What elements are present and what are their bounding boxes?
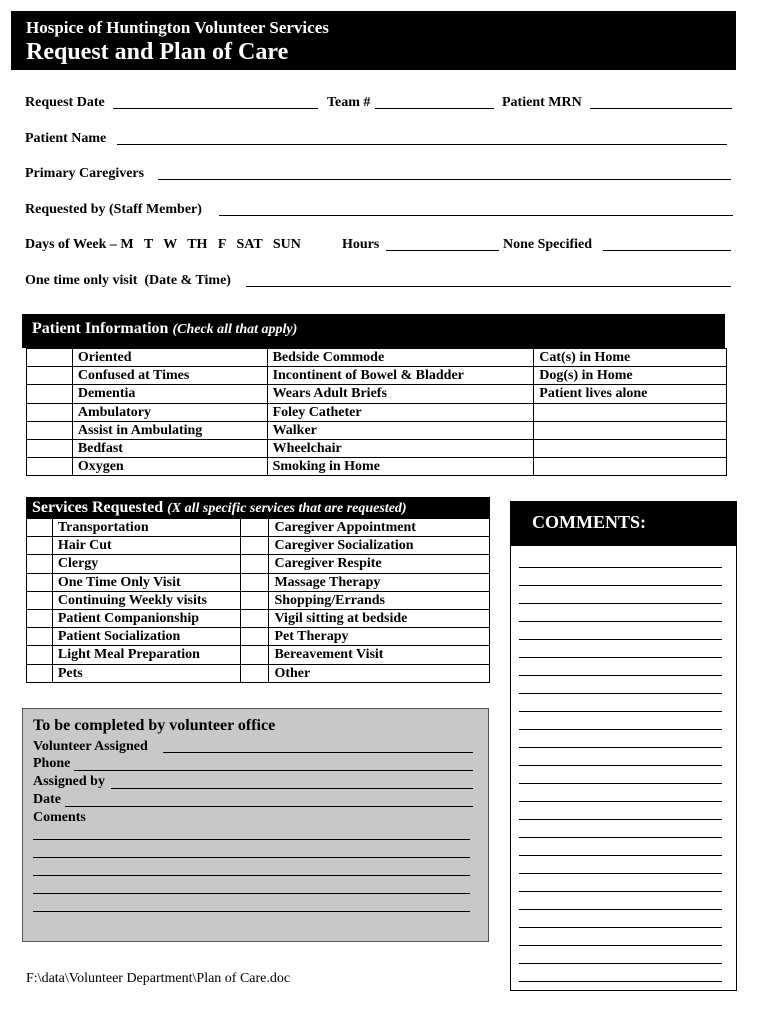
condition-label: Wears Adult Briefs — [267, 385, 534, 403]
patient-info-row — [27, 458, 727, 476]
coments-line-1[interactable] — [33, 839, 470, 840]
patient-mrn-field[interactable] — [590, 108, 732, 109]
service-label: One Time Only Visit — [52, 573, 240, 591]
patient-info-table — [26, 348, 727, 476]
service-label: Clergy — [52, 555, 240, 573]
requested-by-field[interactable] — [219, 215, 733, 216]
comment-line[interactable] — [519, 891, 722, 892]
service-row — [27, 555, 490, 573]
comment-line[interactable] — [519, 729, 722, 730]
coments-line-4[interactable] — [33, 893, 470, 894]
service-row — [27, 664, 490, 682]
services-subtitle: (X all specific services that are requested) — [167, 501, 407, 516]
assigned-by-field[interactable] — [111, 788, 473, 789]
comment-line[interactable] — [519, 945, 722, 946]
checkbox-cell[interactable] — [27, 367, 73, 385]
organization-name: Hospice of Huntington Volunteer Services — [26, 18, 329, 37]
service-label: Pets — [52, 664, 240, 682]
service-label: Patient Companionship — [52, 609, 240, 627]
comment-line[interactable] — [519, 585, 722, 586]
patient-info-row — [27, 403, 727, 421]
date-label: Date — [33, 792, 61, 807]
hours-label: Hours — [342, 237, 380, 252]
none-specified-label: None Specified — [503, 237, 593, 252]
service-label: Pet Therapy — [269, 628, 490, 646]
condition-label — [534, 458, 727, 476]
one-time-visit-label: One time only visit (Date & Time) — [25, 273, 231, 288]
condition-label: Confused at Times — [72, 367, 267, 385]
service-checkbox-cell[interactable] — [240, 609, 269, 627]
comment-line[interactable] — [519, 837, 722, 838]
days-of-week-label: Days of Week – M T W TH F SAT SUN — [25, 237, 301, 252]
checkbox-cell[interactable] — [27, 385, 73, 403]
service-row — [27, 573, 490, 591]
patient-info-header — [22, 314, 725, 348]
patient-info-row — [27, 439, 727, 457]
service-label: Shopping/Errands — [269, 591, 490, 609]
service-checkbox-cell[interactable] — [27, 519, 53, 537]
condition-label: Foley Catheter — [267, 403, 534, 421]
coments-line-3[interactable] — [33, 875, 470, 876]
team-label: Team # — [327, 95, 371, 110]
checkbox-cell[interactable] — [27, 421, 73, 439]
condition-label — [534, 421, 727, 439]
checkbox-cell[interactable] — [27, 439, 73, 457]
condition-label: Dementia — [72, 385, 267, 403]
service-checkbox-cell[interactable] — [240, 555, 269, 573]
service-checkbox-cell[interactable] — [27, 628, 53, 646]
service-row — [27, 519, 490, 537]
service-checkbox-cell[interactable] — [27, 573, 53, 591]
service-label: Continuing Weekly visits — [52, 591, 240, 609]
service-label: Caregiver Appointment — [269, 519, 490, 537]
comment-line[interactable] — [519, 567, 722, 568]
service-row — [27, 537, 490, 555]
patient-name-label: Patient Name — [25, 131, 107, 146]
patient-info-row — [27, 421, 727, 439]
service-row — [27, 628, 490, 646]
condition-label: Bedside Commode — [267, 349, 534, 367]
phone-label: Phone — [33, 756, 71, 771]
form-header — [11, 11, 736, 70]
checkbox-cell[interactable] — [27, 403, 73, 421]
condition-label: Wheelchair — [267, 439, 534, 457]
service-label: Transportation — [52, 519, 240, 537]
patient-info-subtitle: (Check all that apply) — [172, 322, 298, 337]
service-label: Bereavement Visit — [269, 646, 490, 664]
condition-label: Patient lives alone — [534, 385, 727, 403]
comments-title: COMMENTS: — [532, 512, 646, 532]
primary-caregivers-label: Primary Caregivers — [25, 166, 145, 181]
service-checkbox-cell[interactable] — [240, 628, 269, 646]
patient-info-row — [27, 349, 727, 367]
condition-label: Oxygen — [72, 458, 267, 476]
form-title: Request and Plan of Care — [26, 39, 289, 65]
condition-label: Smoking in Home — [267, 458, 534, 476]
service-checkbox-cell[interactable] — [240, 573, 269, 591]
comments-box — [510, 501, 737, 991]
comment-line[interactable] — [519, 657, 722, 658]
requested-by-label: Requested by (Staff Member) — [25, 202, 202, 217]
service-label: Patient Socialization — [52, 628, 240, 646]
comment-line[interactable] — [519, 873, 722, 874]
none-specified-field[interactable] — [603, 250, 731, 251]
services-header — [26, 497, 490, 518]
comment-line[interactable] — [519, 783, 722, 784]
services-table — [26, 518, 490, 683]
service-checkbox-cell[interactable] — [27, 555, 53, 573]
service-checkbox-cell[interactable] — [27, 664, 53, 682]
file-path-footer: F:\data\Volunteer Department\Plan of Care.doc — [26, 971, 291, 986]
service-checkbox-cell[interactable] — [27, 591, 53, 609]
comment-line[interactable] — [519, 621, 722, 622]
assigned-by-label: Assigned by — [33, 774, 105, 789]
service-checkbox-cell[interactable] — [27, 646, 53, 664]
checkbox-cell[interactable] — [27, 458, 73, 476]
service-checkbox-cell[interactable] — [240, 646, 269, 664]
comment-line[interactable] — [519, 693, 722, 694]
condition-label: Incontinent of Bowel & Bladder — [267, 367, 534, 385]
comment-line[interactable] — [519, 927, 722, 928]
checkbox-cell[interactable] — [27, 349, 73, 367]
comment-line[interactable] — [519, 963, 722, 964]
date-field[interactable] — [65, 806, 473, 807]
service-checkbox-cell[interactable] — [240, 519, 269, 537]
service-checkbox-cell[interactable] — [240, 591, 269, 609]
service-checkbox-cell[interactable] — [240, 537, 269, 555]
comment-line[interactable] — [519, 855, 722, 856]
hours-field[interactable] — [386, 250, 499, 251]
volunteer-assigned-field[interactable] — [163, 752, 473, 753]
condition-label: Oriented — [72, 349, 267, 367]
service-checkbox-cell[interactable] — [240, 664, 269, 682]
service-label: Light Meal Preparation — [52, 646, 240, 664]
service-row — [27, 591, 490, 609]
coments-line-2[interactable] — [33, 857, 470, 858]
service-label: Other — [269, 664, 490, 682]
condition-label: Bedfast — [72, 439, 267, 457]
comment-line[interactable] — [519, 981, 722, 982]
request-date-field[interactable] — [113, 108, 318, 109]
condition-label: Ambulatory — [72, 403, 267, 421]
request-date-label: Request Date — [25, 95, 105, 110]
comment-line[interactable] — [519, 711, 722, 712]
team-field[interactable] — [375, 108, 494, 109]
comment-line[interactable] — [519, 801, 722, 802]
condition-label — [534, 439, 727, 457]
comments-header — [510, 501, 736, 546]
service-label: Caregiver Socialization — [269, 537, 490, 555]
condition-label: Walker — [267, 421, 534, 439]
comment-line[interactable] — [519, 909, 722, 910]
services-title: Services Requested — [32, 499, 164, 516]
service-label: Vigil sitting at bedside — [269, 609, 490, 627]
comment-line[interactable] — [519, 819, 722, 820]
volunteer-office-title: To be completed by volunteer office — [33, 717, 276, 734]
service-checkbox-cell[interactable] — [27, 609, 53, 627]
one-time-visit-field[interactable] — [246, 286, 731, 287]
condition-label: Assist in Ambulating — [72, 421, 267, 439]
condition-label — [534, 403, 727, 421]
condition-label: Dog(s) in Home — [534, 367, 727, 385]
coments-label: Coments — [33, 810, 86, 825]
comment-line[interactable] — [519, 675, 722, 676]
condition-label: Cat(s) in Home — [534, 349, 727, 367]
comment-line[interactable] — [519, 603, 722, 604]
service-label: Caregiver Respite — [269, 555, 490, 573]
comment-line[interactable] — [519, 765, 722, 766]
patient-mrn-label: Patient MRN — [502, 95, 582, 110]
service-checkbox-cell[interactable] — [27, 537, 53, 555]
coments-line-5[interactable] — [33, 911, 470, 912]
service-label: Massage Therapy — [269, 573, 490, 591]
primary-caregivers-field[interactable] — [158, 179, 731, 180]
patient-info-row — [27, 385, 727, 403]
patient-name-field[interactable] — [117, 144, 727, 145]
comment-line[interactable] — [519, 747, 722, 748]
volunteer-office-panel — [22, 708, 489, 942]
comment-line[interactable] — [519, 639, 722, 640]
service-row — [27, 646, 490, 664]
patient-info-row — [27, 367, 727, 385]
patient-info-title: Patient Information — [32, 320, 169, 337]
service-row — [27, 609, 490, 627]
service-label: Hair Cut — [52, 537, 240, 555]
phone-field[interactable] — [74, 770, 473, 771]
volunteer-assigned-label: Volunteer Assigned — [33, 739, 148, 754]
